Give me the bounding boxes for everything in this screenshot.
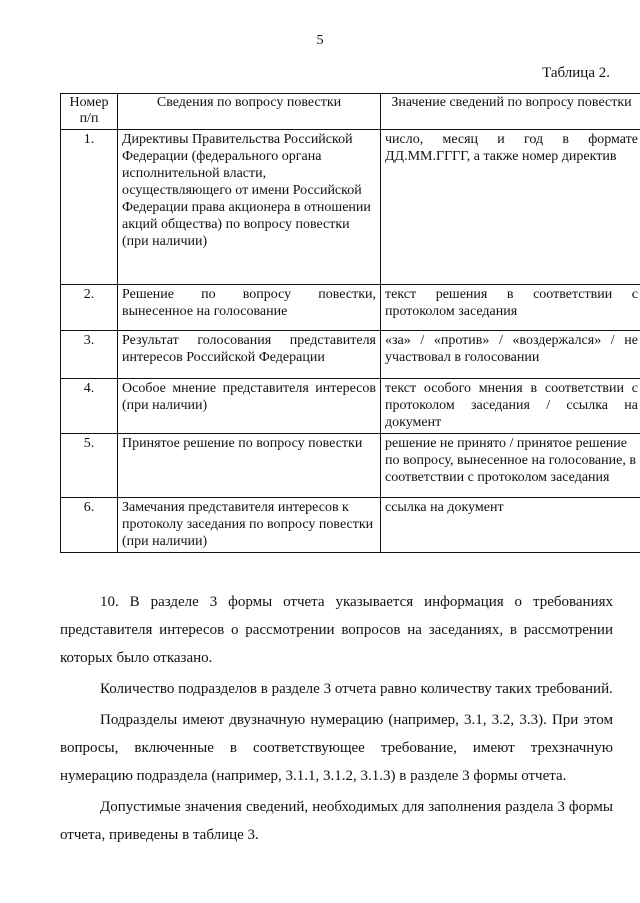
table-row	[61, 498, 640, 553]
table-row	[61, 379, 640, 434]
row-number: 3.	[61, 331, 118, 379]
row-value: текст решения в соответствии с протоколом заседания	[381, 285, 640, 331]
header-agenda-info: Сведения по вопросу повестки	[118, 94, 381, 130]
table-row	[61, 331, 640, 379]
row-value: ссылка на документ	[381, 498, 640, 553]
row-number: 6.	[61, 498, 118, 553]
header-value: Значение сведений по вопросу повестки	[381, 94, 640, 130]
row-value: «за» / «против» / «воздержался» / не участвовал в голосовании	[381, 331, 640, 379]
row-value: решение не принято / принятое решение по вопросу, вынесенное на голосование, в соответствии с протоколом заседания	[381, 434, 640, 498]
body-text	[60, 588, 613, 852]
paragraph-numbering: Подразделы имеют двузначную нумерацию (например, 3.1, 3.2, 3.3). При этом вопросы, включенные в соответствующее требование, имеют трехзначную нумерацию подраздела (например, 3.1.1, 3.1.2, 3.1.3) в разделе 3 формы отчета.	[60, 712, 613, 784]
header-number: Номер п/п	[61, 94, 118, 130]
row-info: Решение по вопросу повестки, вынесенное на голосование	[118, 285, 381, 331]
table-row	[61, 130, 640, 285]
row-number: 4.	[61, 379, 118, 434]
paragraph-subsection-count: Количество подразделов в разделе 3 отчета равно количеству таких требований.	[100, 681, 613, 697]
row-value: число, месяц и год в формате ДД.ММ.ГГГГ, а также номер директив	[381, 130, 640, 285]
row-number: 2.	[61, 285, 118, 331]
table-caption: Таблица 2.	[542, 65, 610, 81]
table-row	[61, 434, 640, 498]
row-number: 5.	[61, 434, 118, 498]
paragraph-allowed-values: Допустимые значения сведений, необходимых для заполнения раздела 3 формы отчета, приведены в таблице 3.	[60, 799, 613, 843]
page-number: 5	[316, 33, 324, 48]
agenda-info-table	[60, 93, 640, 553]
row-info: Принятое решение по вопросу повестки	[118, 434, 381, 498]
row-info: Результат голосования представителя интересов Российской Федерации	[118, 331, 381, 379]
row-info: Особое мнение представителя интересов (при наличии)	[118, 379, 381, 434]
row-value: текст особого мнения в соответствии с протоколом заседания / ссылка на документ	[381, 379, 640, 434]
table-header-row	[61, 94, 640, 130]
row-info: Директивы Правительства Российской Федерации (федерального органа исполнительной власти, осуществляющего от имени Российской Федерации права акционера в отношении акций общества) по вопросу повестки (при наличии)	[118, 130, 381, 285]
table-row	[61, 285, 640, 331]
paragraph-section-10: 10. В разделе 3 формы отчета указывается информация о требованиях представителя интересов о рассмотрении вопросов на заседаниях, в рассмотрении которых было отказано.	[60, 594, 613, 666]
row-number: 1.	[61, 130, 118, 285]
row-info: Замечания представителя интересов к протоколу заседания по вопросу повестки (при наличии)	[118, 498, 381, 553]
